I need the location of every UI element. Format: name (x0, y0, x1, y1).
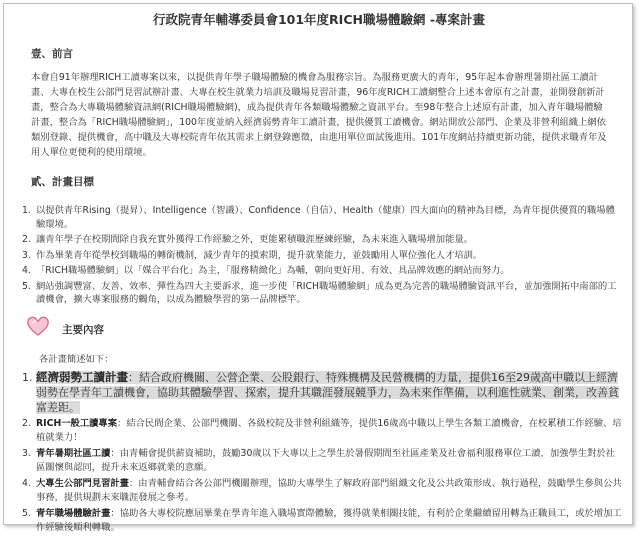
content-item: 2. RICH一般工讀專案：結合民間企業、公部門機關、各級校院及非營利組織等，提供16歲高中職以上學生各類工讀機會，在校累積工作經驗、培植就業力！ (22, 418, 622, 443)
goal-item: 5. 網站強調豐富、友善、效率、彈性為四大主要訴求，進一步使「RICH職場體驗網」成為更為完善的職場體驗資訊平台，並加強開拓中南部的工讀機會，擴大專案服務的觸角，以成為體驗學習的第一品牌標竿。 (22, 280, 617, 305)
content-item: 4. 大專生公部門見習計畫：由青輔會結合各公部門機關辦理，協助大專學生了解政府部門組織文化及公共政策形成、執行過程，鼓勵學生參與公共事務，提供規劃未來職涯發展之參考。 (22, 478, 622, 503)
document-frame (3, 3, 633, 533)
goal-item: 3. 作為畢業青年從學校到職場的轉銜機制，減少青年的摸索期，提升就業能力，並鼓勵用人單位強化人才培訓。 (22, 249, 483, 261)
preface-heading: 壹、前言 (31, 48, 73, 60)
content-list (22, 370, 622, 537)
content-item: 1. 經濟弱勢工讀計畫：結合政府機關、公營企業、公股銀行、特殊機構及民營機構的力量，提供16至29歲高中職以上經濟弱勢在學青年工讀機會，協助其體驗學習、探索，提升其職涯發展競爭力，為未來作準備，以利進性就業、創業，改善貧富差距。 (22, 370, 619, 414)
content-item: 5. 青年職場體驗計畫：協助各大專校院應屆畢業在學青年進入職場實際體驗，獲得就業相關技能，有利於企業繼續留用轉為正職員工，或於增加工作經驗後順利轉職。 (22, 508, 622, 533)
content-intro: 各計畫簡述如下： (39, 354, 114, 365)
goal-item: 1. 以提供青年Rising（提昇）、Intelligence（智識）、Confidence（自信）、Health（健康）四大面向的精神為目標，為青年提供優質的職場體驗環境。 (22, 205, 615, 230)
goal-item: 2. 讓青年學子在校期間除自我充實外獲得工作經驗之外，更能累積職涯歷練經驗，為未來進入職場增加能量。 (22, 234, 473, 245)
goals-list (22, 204, 622, 309)
goal-item: 4. 「RICH職場體驗網」以「媒合平台化」為主，「服務精緻化」為輔，朝向更好用、有效、具品牌效應的網站而努力。 (22, 265, 510, 276)
content-item: 3. 青年暑期社區工讀：由青輔會提供薪資補助，鼓勵30歲以下大專以上之學生於暑假期間至社區產業及社會福利服務單位工讀，加強學生對於社區關懷與認同，提升未來返鄉就業的意願。 (22, 448, 615, 473)
goals-heading: 貳、計畫目標 (31, 176, 94, 188)
preface-text: 本會自91年辦理RICH工讀專案以來，以提供青年學子職場體驗的機會為服務宗旨。為服務更廣大的青年，95年起本會辦理暑期社區工讀計畫、大專在校生公部門見習試辦計畫、大專在校生就業力培訓及職場見習計畫，96年度RICH工讀網整合上述本會原有之計畫，並開發創新計畫，整合為大專職場體驗資訊網(RICH職場體驗網)，成為提供青年各類職場體驗之資訊平台。至98年整合上述原有計畫，加入青年職場體驗計畫，整合為「RICH職場體驗網」，100年度並納入經濟弱勢青年工讀計畫，提供優質工讀機會。網站開放公部門、企業及非營利組織上網依類別登錄、提供機會，高中職及大專校院青年依其需求上網登錄應徵，由進用單位面試後進用。101年度網站持續更新功能，提供求職青年及用人單位更便利的使用環境。 (31, 72, 607, 158)
page-title: 行政院青年輔導委員會101年度RICH職場體驗網 -專案計畫 (152, 12, 486, 27)
content-heading: 主要內容 (62, 324, 104, 336)
heart-icon (26, 315, 50, 337)
